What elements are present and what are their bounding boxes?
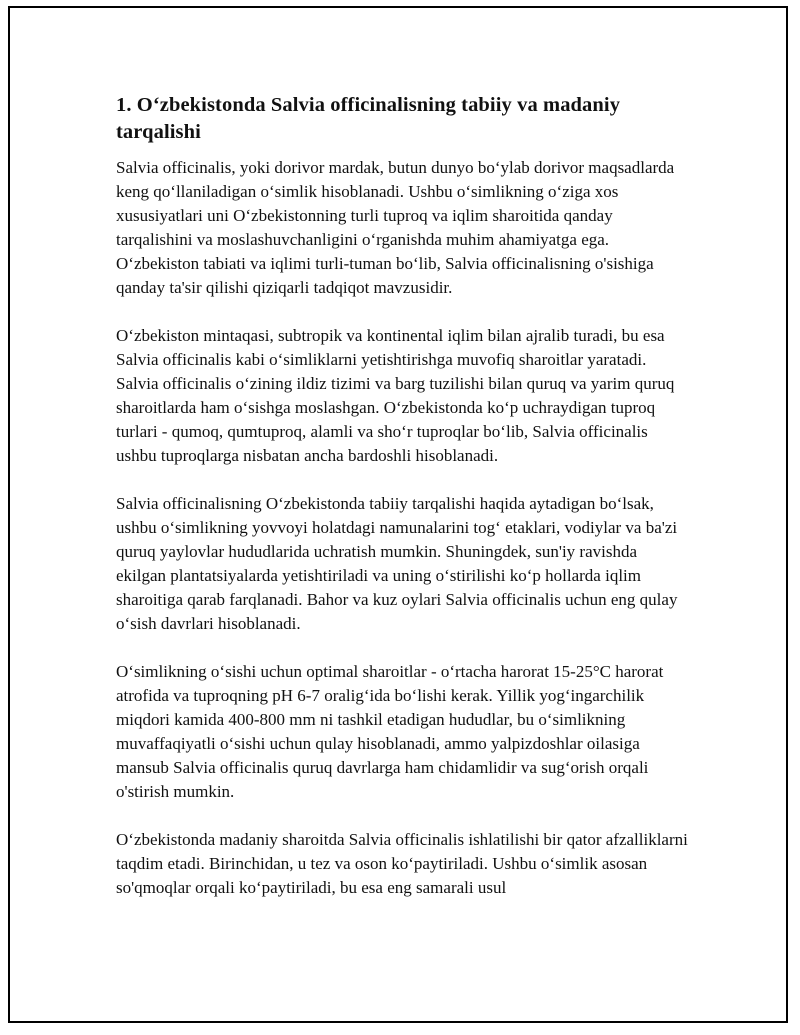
paragraph-3: Salvia officinalisning O‘zbekistonda tabiiy tarqalishi haqida aytadigan bo‘lsak, ushbu o‘simlikning yovvoyi holatdagi namunalarini tog‘ etaklari, vodiylar va ba'zi quruq yaylovlar hududlarida uchratish mumkin. Shuningdek, sun'iy ravishda ekilgan plantatsiyalarda yetishtiriladi va uning o‘stirilishi ko‘p hollarda iqlim sharoitiga qarab farqlanadi. Bahor va kuz oylari Salvia officinalis uchun eng qulay o‘sish davrlari hisoblanadi. [116,494,678,633]
paragraph-4: O‘simlikning o‘sishi uchun optimal sharoitlar - o‘rtacha harorat 15-25°C harorat atrofida va tuproqning pH 6-7 oralig‘ida bo‘lishi kerak. Yillik yog‘ingarchilik miqdori kamida 400-800 mm ni tashkil etadigan hududlar, bu o‘simlikning muvaffaqiyatli o‘sishi uchun qulay hisoblanadi, ammo yalpizdoshlar oilasiga mansub Salvia officinalis quruq davrlarga ham chidamlidir va sug‘orish orqali o'stirish mumkin. [116,662,664,801]
section-heading: 1. O‘zbekistonda Salvia officinalisning tabiiy va madaniy tarqalishi [116,94,621,143]
paragraph-1: Salvia officinalis, yoki dorivor mardak, butun dunyo bo‘ylab dorivor maqsadlarda keng qo‘llaniladigan o‘simlik hisoblanadi. Ushbu o‘simlikning o‘ziga xos xususiyatlari uni O‘zbekistonning turli tuproq va iqlim sharoitida qanday tarqalishini va moslashuvchanligini o‘rganishda muhim ahamiyatga ega. O‘zbekiston tabiati va iqlimi turli-tuman bo‘lib, Salvia officinalisning o'sishiga qanday ta'sir qilishi qiziqarli tadqiqot mavzusidir. [116,158,675,297]
paragraph-2: O‘zbekiston mintaqasi, subtropik va kontinental iqlim bilan ajralib turadi, bu esa Salvia officinalis kabi o‘simliklarni yetishtirishga muvofiq sharoitlar yaratadi. Salvia officinalis o‘zining ildiz tizimi va barg tuzilishi bilan quruq va yarim quruq sharoitlarda ham o‘sishga moslashgan. O‘zbekistonda ko‘p uchraydigan tuproq turlari - qumoq, qumtuproq, alamli va sho‘r tuproqlar bo‘lib, Salvia officinalis ushbu tuproqlarga nisbatan ancha bardoshli hisoblanadi. [116,326,675,465]
document-body [116,92,688,900]
paragraph-5: O‘zbekistonda madaniy sharoitda Salvia officinalis ishlatilishi bir qator afzalliklarni taqdim etadi. Birinchidan, u tez va oson ko‘paytiriladi. Ushbu o‘simlik asosan so'qmoqlar orqali ko‘paytiriladi, bu esa eng samarali usul [116,830,688,897]
